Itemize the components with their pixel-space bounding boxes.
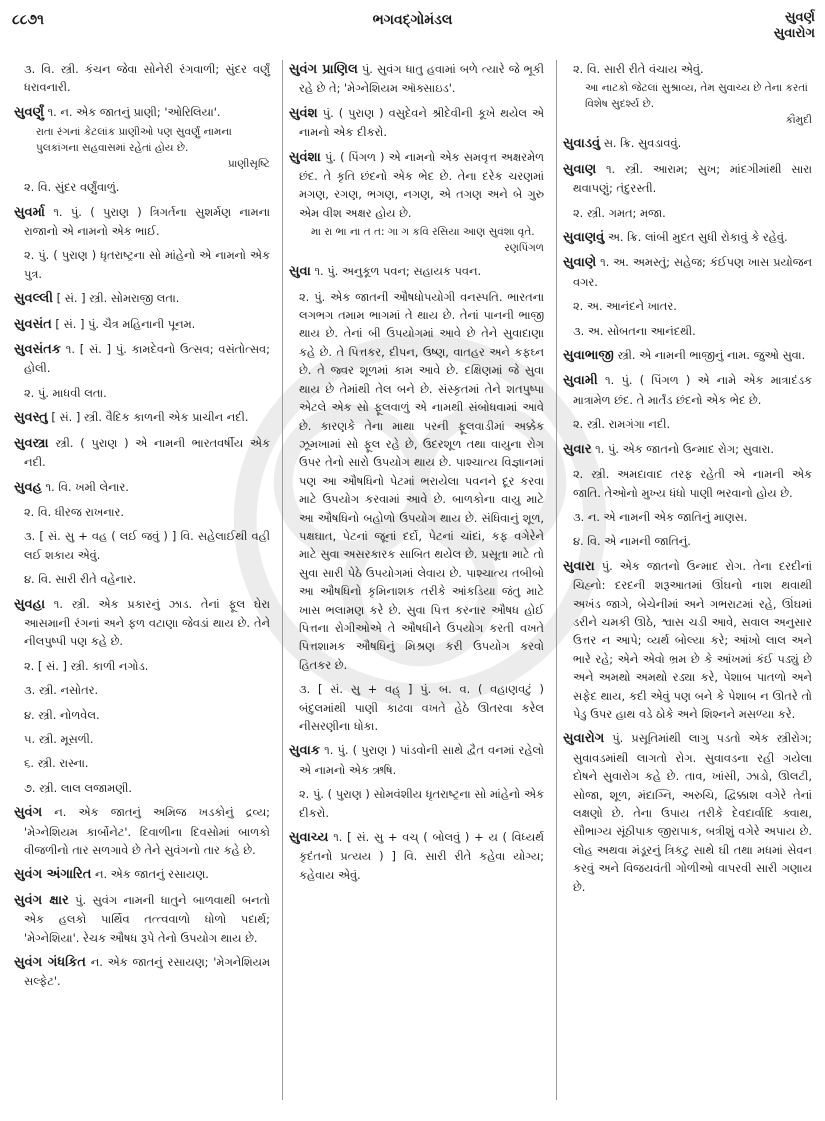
dictionary-entry	[14, 595, 270, 651]
headword: સુવાક	[289, 743, 320, 759]
definition-text: [ સં. ] સ્ત્રી. વૈદિક કાળની એક પ્રાચીન નદી.	[51, 410, 249, 425]
definition-text: પું. સુવંગ ધાતુ હવામાં બળે ત્યારે જે ભૂકી રહે છે તે; 'મેગ્નેશિયમ ઑક્સાઇડ'.	[299, 62, 545, 96]
headword: સુવંગ	[14, 805, 43, 821]
definition-text: પું. સુવંગ નામની ધાતુને બાળવાથી બનતો એક હલકો પાર્થિવ તત્ત્વવાળો ધોળો પદાર્થ; 'મેગ્નેશિયા'. રેચક ઔષધ રૂપે તેનો ઉપયોગ થાય છે.	[24, 892, 270, 945]
entry-sense	[14, 384, 270, 402]
headword: સુવારોગ	[563, 731, 605, 747]
entry-sense	[563, 322, 812, 340]
definition-text: [ સં. ] પું. ચૈત્ર મહિનાની પૂનમ.	[55, 316, 196, 331]
entry-sense	[289, 680, 544, 735]
definition-text: ૨. સ્ત્રી. અમદાવાદ તરફ રહેતી એ નામની એક જાતિ. તેઓનો મુખ્ય ધંધો પાણી ભરવાનો હોય છે.	[573, 467, 812, 500]
quote-text: મા રા ભા ના ત ત: ગા ગ કવિ રસિયા આણ સુવંશા વૃતે.	[311, 226, 535, 239]
definition-text: ૩. વિ. સ્ત્રી. કંચન જેવા સોનેરી રંગવાળી; સુંદર વર્ણું ધરાવનારી.	[24, 62, 270, 95]
definition-text: ૩. સ્ત્રી. નસોતર.	[24, 683, 99, 698]
guide-words	[774, 10, 815, 42]
definition-text: ૨. પું. ( પુરાણ ) ધૃતરાષ્ટ્રના સો માંહેનો એ નામનો એક પુત્ર.	[24, 248, 270, 281]
headword: સુવલ્લી	[14, 291, 53, 307]
dictionary-entry	[563, 160, 812, 198]
entry-sense	[563, 60, 812, 78]
headword: સુવંગ ગંધકિત	[14, 955, 86, 971]
definition-text: ૫. સ્ત્રી. મૂસળી.	[24, 731, 94, 746]
entry-sense	[563, 415, 812, 433]
definition-text: ૨. વિ. સુંદર વર્ણુંવાળું.	[24, 180, 120, 195]
dictionary-entry	[563, 371, 812, 409]
page-header	[0, 0, 825, 55]
dictionary-entry	[14, 478, 270, 497]
entry-sense	[14, 754, 270, 772]
dictionary-entry	[14, 289, 270, 308]
headword: સુવાર	[563, 441, 592, 457]
entry-sense	[14, 503, 270, 521]
definition-text: ન. એક જાતનું રસાયણ.	[94, 867, 209, 882]
headword: સુવાણે	[563, 255, 597, 271]
entry-sense	[14, 246, 270, 283]
dictionary-entry	[563, 440, 812, 459]
usage-quote	[563, 80, 812, 128]
definition-text: ૩. [ સં. સુ + વહ્ ] પું. બ. વ. ( વહાણવટું ) બંદુલમાંથી પાણી કાઢવા વખતે હેઠે ઊતરવા કરેલ નીસરણીના ધોકા.	[299, 682, 544, 733]
definition-text: ૨. વિ. ધીરજ રાખનાર.	[24, 504, 125, 519]
headword: સુવસંત	[14, 316, 52, 332]
headword: સુવંગ ક્ષાર	[14, 892, 69, 908]
entry-sense	[289, 288, 544, 675]
dictionary-entry	[563, 557, 812, 724]
definition-text: પું. પ્રસૂતિમાંથી લાગુ પડતો એક સ્ત્રીરોગ; સુવાવડમાંથી લાગતો રોગ. સુવાવડના રહી ગયેલા દોષને સુવારોગ કહે છે. તાવ, ખાંસી, ઝાડો, ઊલટી, સોજા, શૂળ, મંદાગ્નિ, અરુચિ, દ્વિક્કાશ વગેરે તેનાં લક્ષણો છે. તેના ઉપાય તરીકે દેવદાર્વાદિ ક્વાથ, સૌભાગ્ય સૂંઠીપાક જીરાપાક, બત્રીશું વગેરે અપાય છે. લોહ અથવા મંડૂરનું ત્રિકટુ સાથે ઘી તથા મધમાં સેવન કરવું અને વિજયવંતી ગોળીઓ વાપરવી સારી ગણાય છે.	[573, 731, 812, 894]
definition-text: ૧. ન. એક જાતનું પ્રાણી; 'ઓરિલિયા'.	[47, 104, 221, 119]
definition-text: ૩. [ સં. સુ + વહ ( લઈ જવું ) ] વિ. સહેલાઈથી વહી લઈ શકાય એવું.	[24, 529, 270, 562]
definition-text: ૭. સ્ત્રી. લાલ લજામણી.	[24, 780, 133, 795]
entry-sense	[14, 570, 270, 588]
definition-text: ૨. પું. એક જાતની ઔષધોપયોગી વનસ્પતિ. ભારતના લગભગ તમામ ભાગમાં તે થાય છે. તેનાં પાનની ભાજી થાય છે. તેનાં બી ઉપયોગમાં આવે છે તેને સુવાદાણા કહે છે. તે પિત્તકર, દીપન, ઉષ્ણ, વાતહર અને કફઘ્ન છે. તે જ્વર શૂળમાં કામ આવે છે. દક્ષિણમાં જે સુવા થાય છે તેમાંથી તેલ બને છે. સંસ્કૃતમાં તેને શતપુષ્પા એટલે એક સો ફૂલવાળું એ નામથી સંબોધવામાં આવે છે. કારણકે તેના માથા પરની ફૂલવાડીમાં અક્કેક ઝૂમખામાં સો ફૂલ રહે છે, ઉદરશૂળ તથા વાયુના રોગ ઉપર તેનો સારો ઉપયોગ થાય છે. પાશ્ચાત્ય વિજ્ઞાનમાં પણ આ ઔષધિનો પેટમાં ભરાયેલા પવનને દૂર કરવા માટે ઉપયોગ કરવામાં આવે છે. બાળકોના વાયુ માટે આ ઔષધિનો બહોળો ઉપયોગ થાય છે. સંધિવાનું શૂળ, પક્ષઘાત, પેટનાં જૂનાં દર્દો, પેટનાં ચાંદાં, કફ વગેરેને માટે સુવા અસરકારક સાબિત થયેલ છે. પ્રસૂતા માટે તો સુવા સારી પેઠે ઉપયોગમાં લેવાય છે. પાશ્ચાત્ય તબીબો આ ઔષધિનો કૃમિનાશક તરીકે આંકડિયા જંતુ માટે ખાસ ભલામણ કરે છે. સુવા પિત્ત કરનાર ઔષધ હોઈ પિત્તના રોગીઓએ તે ઔષધીને ઉપયોગ કરતી વખતે પિત્તશામક ઔષધિનું મિશ્રણ કરી ઉપયોગ કરવો હિતકર છે.	[299, 289, 544, 672]
definition-text: ૧. પું. ( પુરાણ ) ત્રિગર્તના સુશર્મણ નામના રાજાનો એ નામનો એક ભાઈ.	[24, 204, 270, 239]
headword: સુવસંતક	[14, 342, 61, 358]
dictionary-entry	[289, 262, 544, 281]
entry-sense	[14, 178, 270, 196]
definition-text: ૧. [ સં. ] પું. કામદેવનો ઉત્સવ; વસંતોત્સવ; હોલી.	[24, 342, 270, 376]
headword: સુવહા	[14, 596, 46, 612]
entry-sense	[14, 730, 270, 748]
dictionary-entry	[14, 103, 270, 122]
definition-text: ૧. પું. અનુકૂળ પવન; સહાયક પવન.	[314, 264, 482, 279]
entry-sense	[563, 508, 812, 526]
headword: સુવારા	[563, 558, 595, 574]
entry-sense	[14, 527, 270, 564]
definition-text: ૧. પું. ( પુરાણ ) પાંડવોની સાથે દ્વૈત વનમાં રહેલો એ નામનો એક ઋષિ.	[299, 743, 545, 777]
quote-text: રાતા રંગનાં કેટલાંક પ્રાણીઓ પણ સુવર્ણું નામના પુલકાંગના સહવાસમાં રહેતાં હોય છે.	[36, 126, 232, 155]
definition-text: સ. ક્રિ. સુવડાવવું.	[603, 136, 682, 151]
entry-sense	[563, 204, 812, 222]
dictionary-entry	[14, 340, 270, 378]
headword: સુવામી	[563, 373, 598, 389]
dictionary-entry	[563, 253, 812, 291]
headword: સુવંશ	[289, 105, 318, 121]
headword: સુવંગ અંગારિત	[14, 867, 92, 883]
dictionary-entry	[14, 203, 270, 241]
entry-sense	[563, 297, 812, 315]
dictionary-entry	[289, 741, 544, 779]
dictionary-entry	[289, 828, 544, 884]
definition-text: ૨. સ્ત્રી. રામગંગા નદી.	[573, 417, 671, 432]
dictionary-entry	[14, 891, 270, 947]
dictionary-entry	[14, 953, 270, 991]
definition-text: ૬. સ્ત્રી. રાસ્ના.	[24, 756, 89, 771]
entry-sense	[14, 681, 270, 699]
guide-word-first: સુવર્ણ	[785, 10, 815, 25]
quote-source: પ્રાણીસૃષ્ટિ	[227, 158, 270, 171]
definition-text: ૩. ન. એ નામની એક જાતિનું માણસ.	[573, 509, 748, 524]
dictionary-entry	[14, 315, 270, 334]
dictionary-entry	[563, 134, 812, 153]
entry-sense	[14, 706, 270, 724]
headword: સુવસ્ત્રા	[14, 435, 49, 451]
quote-source: રણપિંગળ	[504, 242, 544, 255]
dictionary-entry	[14, 408, 270, 427]
definition-text: [ સં. ] સ્ત્રી. સોમરાજી લતા.	[56, 291, 180, 306]
dictionary-entry	[289, 104, 544, 142]
definition-text: ૩. અ. સોબતના આનંદથી.	[573, 323, 696, 338]
dictionary-entry	[14, 803, 270, 859]
headword: સુવાડવું	[563, 136, 601, 152]
definition-text: ૧. સ્ત્રી. એક પ્રકારનું ઝાડ. તેનાં ફૂલ ઘેરા આસમાની રંગનાં અને ફળ વટાણા જેવડાં થાય છે. તેને નીલપુષ્પી પણ કહે છે.	[24, 596, 270, 649]
definition-text: ૧. પું. એક જાતનો ઉન્માદ રોગ; સુવારા.	[595, 441, 774, 456]
definition-text: ૪. સ્ત્રી. નોળવેલ.	[24, 707, 100, 722]
headword: સુવાભાજી	[563, 348, 614, 364]
guide-word-last: સુવારોગ	[773, 26, 815, 41]
column-1	[8, 60, 276, 1100]
headword: સુવહ	[14, 479, 42, 495]
definition-text: ૪. વિ. સારી રીતે વહેનાર.	[24, 572, 137, 587]
headword: સુવર્ણું	[14, 104, 44, 120]
dictionary-entry	[14, 865, 270, 884]
headword: સુવંશા	[289, 149, 321, 165]
definition-text: ૨. પું. માધવી લતા.	[24, 385, 107, 400]
headword: સુવસ્તુ	[14, 410, 48, 426]
column-2	[282, 60, 550, 1100]
definition-text: ૨. [ સં. ] સ્ત્રી. કાળી નગોડ.	[24, 658, 149, 673]
definition-text: ૨. વિ. સારી રીતે વંચાય એવું.	[573, 62, 704, 76]
definition-text: સ્ત્રી. ( પુરાણ ) એ નામની ભારતવર્ષીય એક નદી.	[24, 435, 270, 470]
usage-quote	[14, 124, 270, 172]
definition-text: ૧. વિ. ખમી લેનાર.	[45, 479, 129, 494]
dictionary-entry	[563, 228, 812, 247]
definition-text: ૨. સ્ત્રી. ગમત; મજા.	[573, 205, 666, 220]
quote-text: આ નાટકો જેટલાં સુશ્રાવ્ય, તેમ સુવાચ્ય છે તેના કરતાં વિશેષ સુદર્શ્ય છે.	[585, 82, 808, 111]
headword: સુવાચ્ય	[289, 830, 329, 846]
running-title: ભગવદ્ગોમંડલ	[372, 12, 453, 28]
definition-text: પું. ( પિંગળ ) એ નામનો એક સમવૃત્ત અક્ષરમેળ છંદ. તે કૃતિ છંદનો એક ભેદ છે. તેના દરેક ચરણમાં મગણ, રગણ, ભગણ, નગણ, એ તગણ અને બે ગુરુ એમ વીશ અક્ષર હોય છે.	[299, 149, 544, 220]
definition-text: ન. એક જાતનું અમિજ ખડકોનું દ્રવ્ય; 'મેગ્નેશિયમ કાર્બોનેટ'. દિવાળીના દિવસોમાં બાળકો વીજળીનો તાર સળગાવે છે તેને સુવંગનો તાર કહે છે.	[24, 805, 270, 857]
dictionary-entry	[289, 60, 544, 98]
definition-text: ન. એક જાતનું રસાયણ; 'મેગનેશિયમ સલ્ફેટ'.	[24, 955, 270, 989]
dictionary-entry	[563, 729, 812, 896]
entry-sense	[14, 60, 270, 97]
entry-sense	[563, 532, 812, 550]
definition-text: સ્ત્રી. એ નામની ભાજીનું નામ. જુઓ સુવા.	[617, 348, 806, 363]
dictionary-entry	[14, 434, 270, 472]
headword: સુવા	[289, 264, 311, 280]
quote-source: કૌમુદી	[785, 114, 812, 127]
definition-text: ૪. વિ. એ નામની જાતિનું.	[573, 534, 691, 549]
headword: સુવંગ પ્રાણિલ	[289, 62, 358, 77]
headword: સુવર્મા	[14, 204, 45, 220]
definition-text: ૨. પું. ( પુરાણ ) સોમવંશીય ધૃતરાષ્ટ્રના સો માંહેનો એક દીકરો.	[299, 787, 544, 820]
page-number: ૮૮૭૧	[12, 12, 44, 28]
definition-text: ૧. [ સં. સુ + વચ્ ( બોલવું ) + ય ( વિધ્યર્થ કૃદંતનો પ્રત્યય ) ] વિ. સારી રીતે કહેવા યોગ્ય; કહેવાય એવું.	[299, 830, 544, 882]
definition-text: ૨. અ. આનંદને ખાતર.	[573, 299, 677, 314]
entry-sense	[14, 657, 270, 675]
definition-text: પું. ( પુરાણ ) વસુદેવને શ્રીદેવીની કૂખે થયેલ એ નામનો એક દીકરો.	[299, 105, 544, 140]
headword: સુવાણ	[563, 161, 597, 177]
entry-sense	[14, 779, 270, 797]
dictionary-columns	[0, 60, 825, 1100]
entry-sense	[289, 785, 544, 822]
definition-text: ૧. અ. અમસ્તું; સહેજ; કંઈપણ ખાસ પ્રયોજન વગર.	[573, 255, 813, 289]
headword: સુવાણવું	[563, 230, 605, 246]
definition-text: અ. ક્રિ. લાંબી મુદત સુધી રોકાવું કે રહેવું.	[607, 230, 788, 245]
column-3	[556, 60, 818, 1100]
definition-text: પું. એક જાતનો ઉન્માદ રોગ. તેના દરદીનાં ચિહ્નો: દરદની શરૂઆતમાં ઊંઘનો નાશ થવાથી અખંડ જાગે, બેચેનીમાં અને ગભરાટમાં રહે, ઊંઘમાં ડરીને ચમકી ઊઠે, શ્વાસ ચડી આવે, સવાલ અનુસાર ઉત્તર ન આપે; વ્યર્થ બોલ્યા કરે; આંખો લાલ અને ભારે રહે; એને એવો ભ્રમ છે કે આંખમાં કંઈ પડ્યું છે અને અમથો અમથો રડ્યા કરે, પેશાબ પાતળો અને સફેદ થાય, કદી એવું પણ બને કે પેશાબ ન ઊતરે તો પેડુ ઉપર હાથ વડે ઠોકે અને શિશ્નને મસળ્યા કરે.	[573, 558, 812, 721]
definition-text: ૧. પું. ( પિંગળ ) એ નામે એક માત્રાદંડક માત્રામેળ છંદ. તે માર્તંડ છંદનો એક ભેદ છે.	[573, 373, 812, 407]
dictionary-entry	[289, 148, 544, 223]
entry-sense	[563, 465, 812, 502]
usage-quote	[289, 224, 544, 256]
dictionary-entry	[563, 346, 812, 365]
definition-text: ૧. સ્ત્રી. આરામ; સુખ; માંદગીમાંથી સારા થવાપણું; તંદુરસ્તી.	[573, 161, 812, 196]
